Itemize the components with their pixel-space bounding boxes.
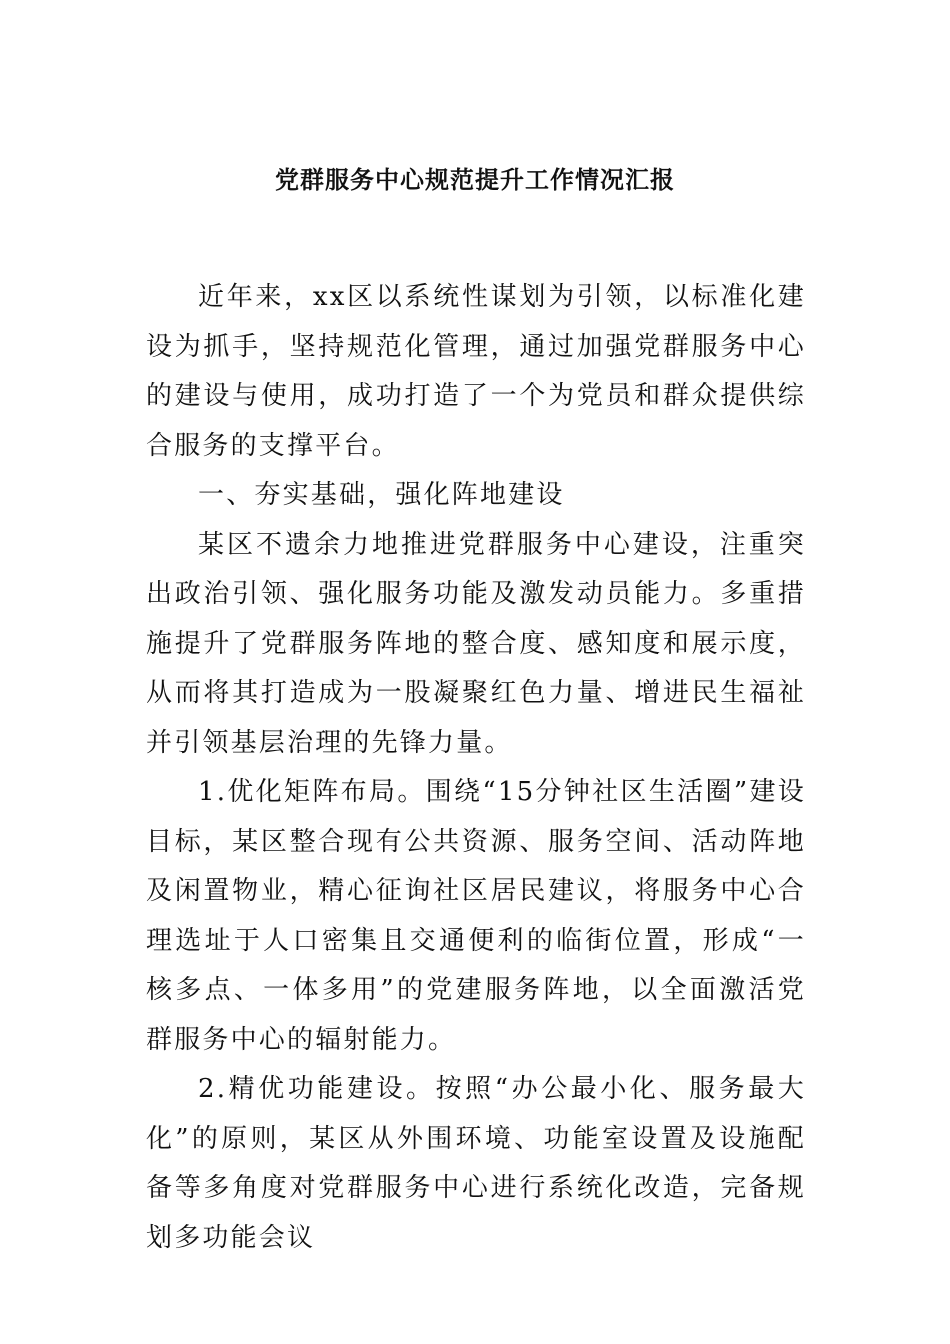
item-2-paragraph: 2.精优功能建设。按照“办公最小化、服务最大化”的原则，某区从外围环境、功能室设置及设施配备等多角度对党群服务中心进行系统化改造，完备规划多功能会议 (146, 1074, 806, 1253)
intro-paragraph: 近年来，xx区以系统性谋划为引领，以标准化建设为抓手，坚持规范化管理，通过加强党群服务中心的建设与使用，成功打造了一个为党员和群众提供综合服务的支撑平台。 (146, 282, 806, 461)
section-heading-1: 一、夯实基础，强化阵地建设 (198, 480, 565, 510)
item-1-paragraph: 1.优化矩阵布局。围绕“15分钟社区生活圈”建设目标，某区整合现有公共资源、服务空间、活动阵地及闲置物业，精心征询社区居民建议，将服务中心合理选址于人口密集且交通便利的临街位置，形成“一核多点、一体多用”的党建服务阵地，以全面激活党群服务中心的辐射能力。 (146, 777, 806, 1055)
document-title: 党群服务中心规范提升工作情况汇报 (275, 165, 675, 194)
document-body (146, 273, 806, 1263)
section-1-paragraph: 某区不遗余力地推进党群服务中心建设，注重突出政治引领、强化服务功能及激发动员能力。多重措施提升了党群服务阵地的整合度、感知度和展示度，从而将其打造成为一股凝聚红色力量、增进民生福祉并引领基层治理的先锋力量。 (146, 529, 806, 758)
